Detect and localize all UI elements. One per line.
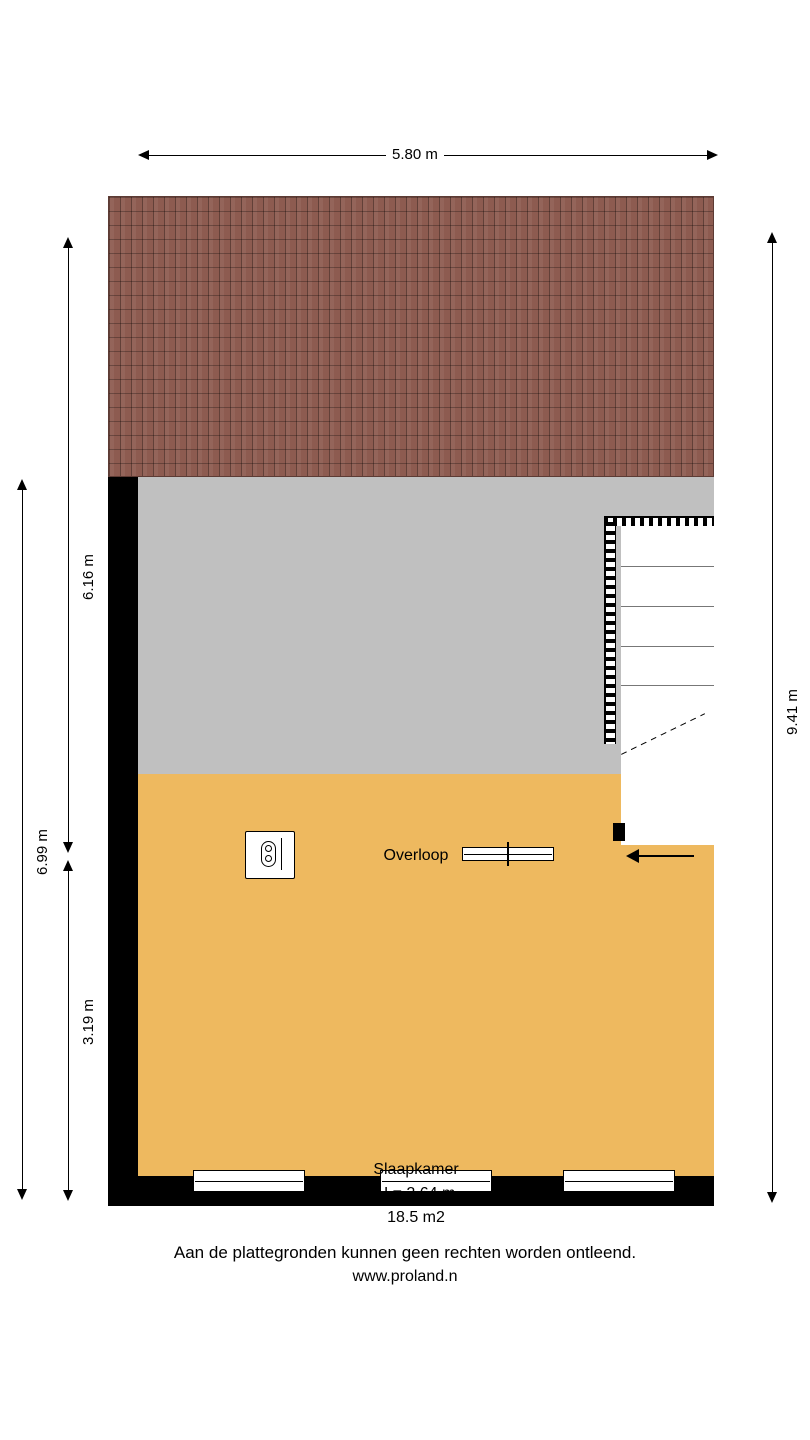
footer-disclaimer: Aan de plattegronden kunnen geen rechten worden ontleend. bbox=[173, 1243, 637, 1262]
roof-area bbox=[108, 196, 714, 477]
stair-railing-side bbox=[604, 522, 616, 744]
water-heater-icon bbox=[245, 831, 295, 879]
dimension-left-outer-label: 6.99 m bbox=[34, 829, 51, 875]
stair-railing-top bbox=[604, 516, 714, 526]
door-swing-mark bbox=[507, 842, 509, 866]
room-height-slaapkamer: H = 2.64 m bbox=[376, 1185, 456, 1202]
window-bottom-left bbox=[193, 1170, 305, 1192]
window-bottom-right bbox=[563, 1170, 675, 1192]
staircase-winder bbox=[621, 685, 714, 845]
room-label-slaapkamer: Slaapkamer bbox=[373, 1161, 459, 1178]
stair-direction-arrow bbox=[626, 849, 639, 863]
stair-direction-line bbox=[638, 855, 694, 857]
dimension-right-height-label: 9.41 m bbox=[784, 689, 801, 735]
staircase bbox=[621, 526, 714, 845]
room-label-overloop: Overloop bbox=[383, 847, 449, 864]
room-area-slaapkamer: 18.5 m2 bbox=[387, 1209, 445, 1226]
dimension-left-inner-upper-label: 6.16 m bbox=[80, 554, 97, 600]
building-outline bbox=[108, 196, 714, 1226]
stair-newel-post bbox=[613, 823, 625, 841]
dimension-left-inner-lower-label: 3.19 m bbox=[80, 999, 97, 1045]
dimension-top-width-label: 5.80 m bbox=[386, 146, 444, 163]
footer-website: www.proland.n bbox=[352, 1268, 458, 1285]
